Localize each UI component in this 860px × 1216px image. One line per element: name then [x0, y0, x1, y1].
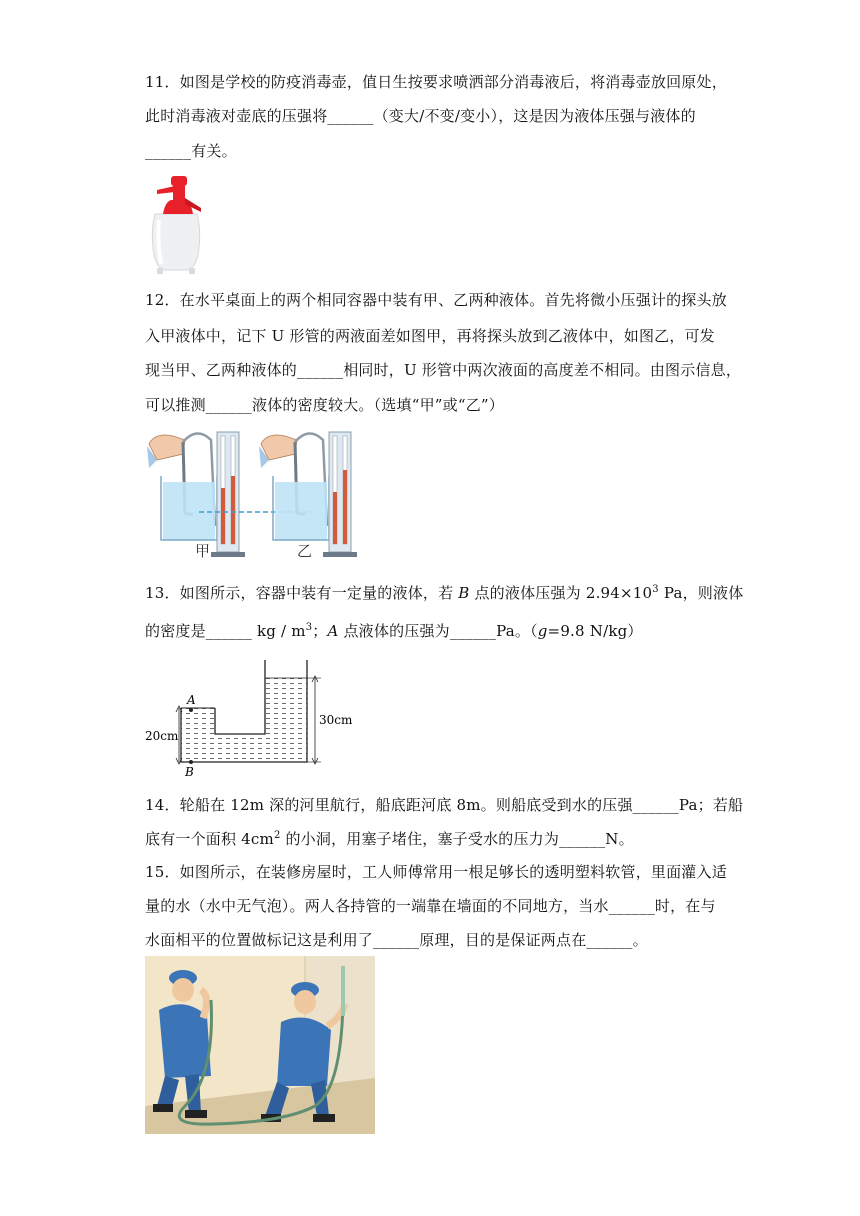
label-yi: 乙 [297, 542, 313, 560]
q15-line1: 15．如图所示，在装修房屋时，工人师傅常用一根足够长的透明塑料软管，里面灌入适 [145, 863, 727, 881]
q13-line1: 13．如图所示，容器中装有一定量的液体，若 B 点的液体压强为 $2.94\times 10^3$ Pa，则液体 [145, 584, 744, 602]
q11-line2: 此时消毒液对壶底的压强将______（变大/不变/变小），这是因为液体压强与液体的 [145, 107, 696, 125]
q15-line2: 量的水（水中无气泡）。两人各持管的一端靠在墙面的不同地方，当水______时，在与 [145, 897, 716, 915]
q12-line2: 入甲液体中，记下 U 形管的两液面差如图甲，再将探头放到乙液体中，如图乙，可发 [145, 327, 715, 345]
dim-30cm: 30cm [319, 713, 353, 727]
point-a-label: A [187, 693, 196, 707]
dim-20cm: 20cm [145, 729, 179, 743]
q12-line4: 可以推测______液体的密度较大。（选填“甲”或“乙”） [145, 396, 504, 414]
q11-line1: 11．如图是学校的防疫消毒壶，值日生按要求喷洒部分消毒液后，将消毒壶放回原处， [145, 73, 727, 91]
q13-line2: 的密度是______ kg / $m^3$；A 点液体的压强为______Pa。（g=9.8 N/kg） [145, 622, 643, 640]
q14-line1: 14．轮船在 12m 深的河里航行，船底距河底 8m。则船底受到水的压强______Pa；若船 [145, 796, 744, 814]
setup-right [259, 432, 357, 557]
pressure-gauge-figure [145, 426, 365, 560]
setup-left [147, 432, 245, 557]
label-jia: 甲 [195, 542, 211, 560]
q12-line3: 现当甲、乙两种液体的______相同时，U 形管中两次液面的高度差不相同。由图示信息， [145, 361, 742, 379]
q15-line3: 水面相平的位置做标记这是利用了______原理，目的是保证两点在______。 [145, 931, 648, 949]
container-diagram [145, 656, 355, 780]
spray-bottle-image [145, 168, 207, 276]
workers-leveling-image [145, 956, 375, 1134]
q12-line1: 12．在水平桌面上的两个相同容器中装有甲、乙两种液体。首先将微小压强计的探头放 [145, 291, 727, 309]
point-b-label: B [185, 765, 194, 779]
q11-line3: ______有关。 [145, 142, 237, 160]
q14-line2: 底有一个面积 $4cm^2$ 的小洞，用塞子堵住，塞子受水的压力为______N。 [145, 830, 634, 848]
